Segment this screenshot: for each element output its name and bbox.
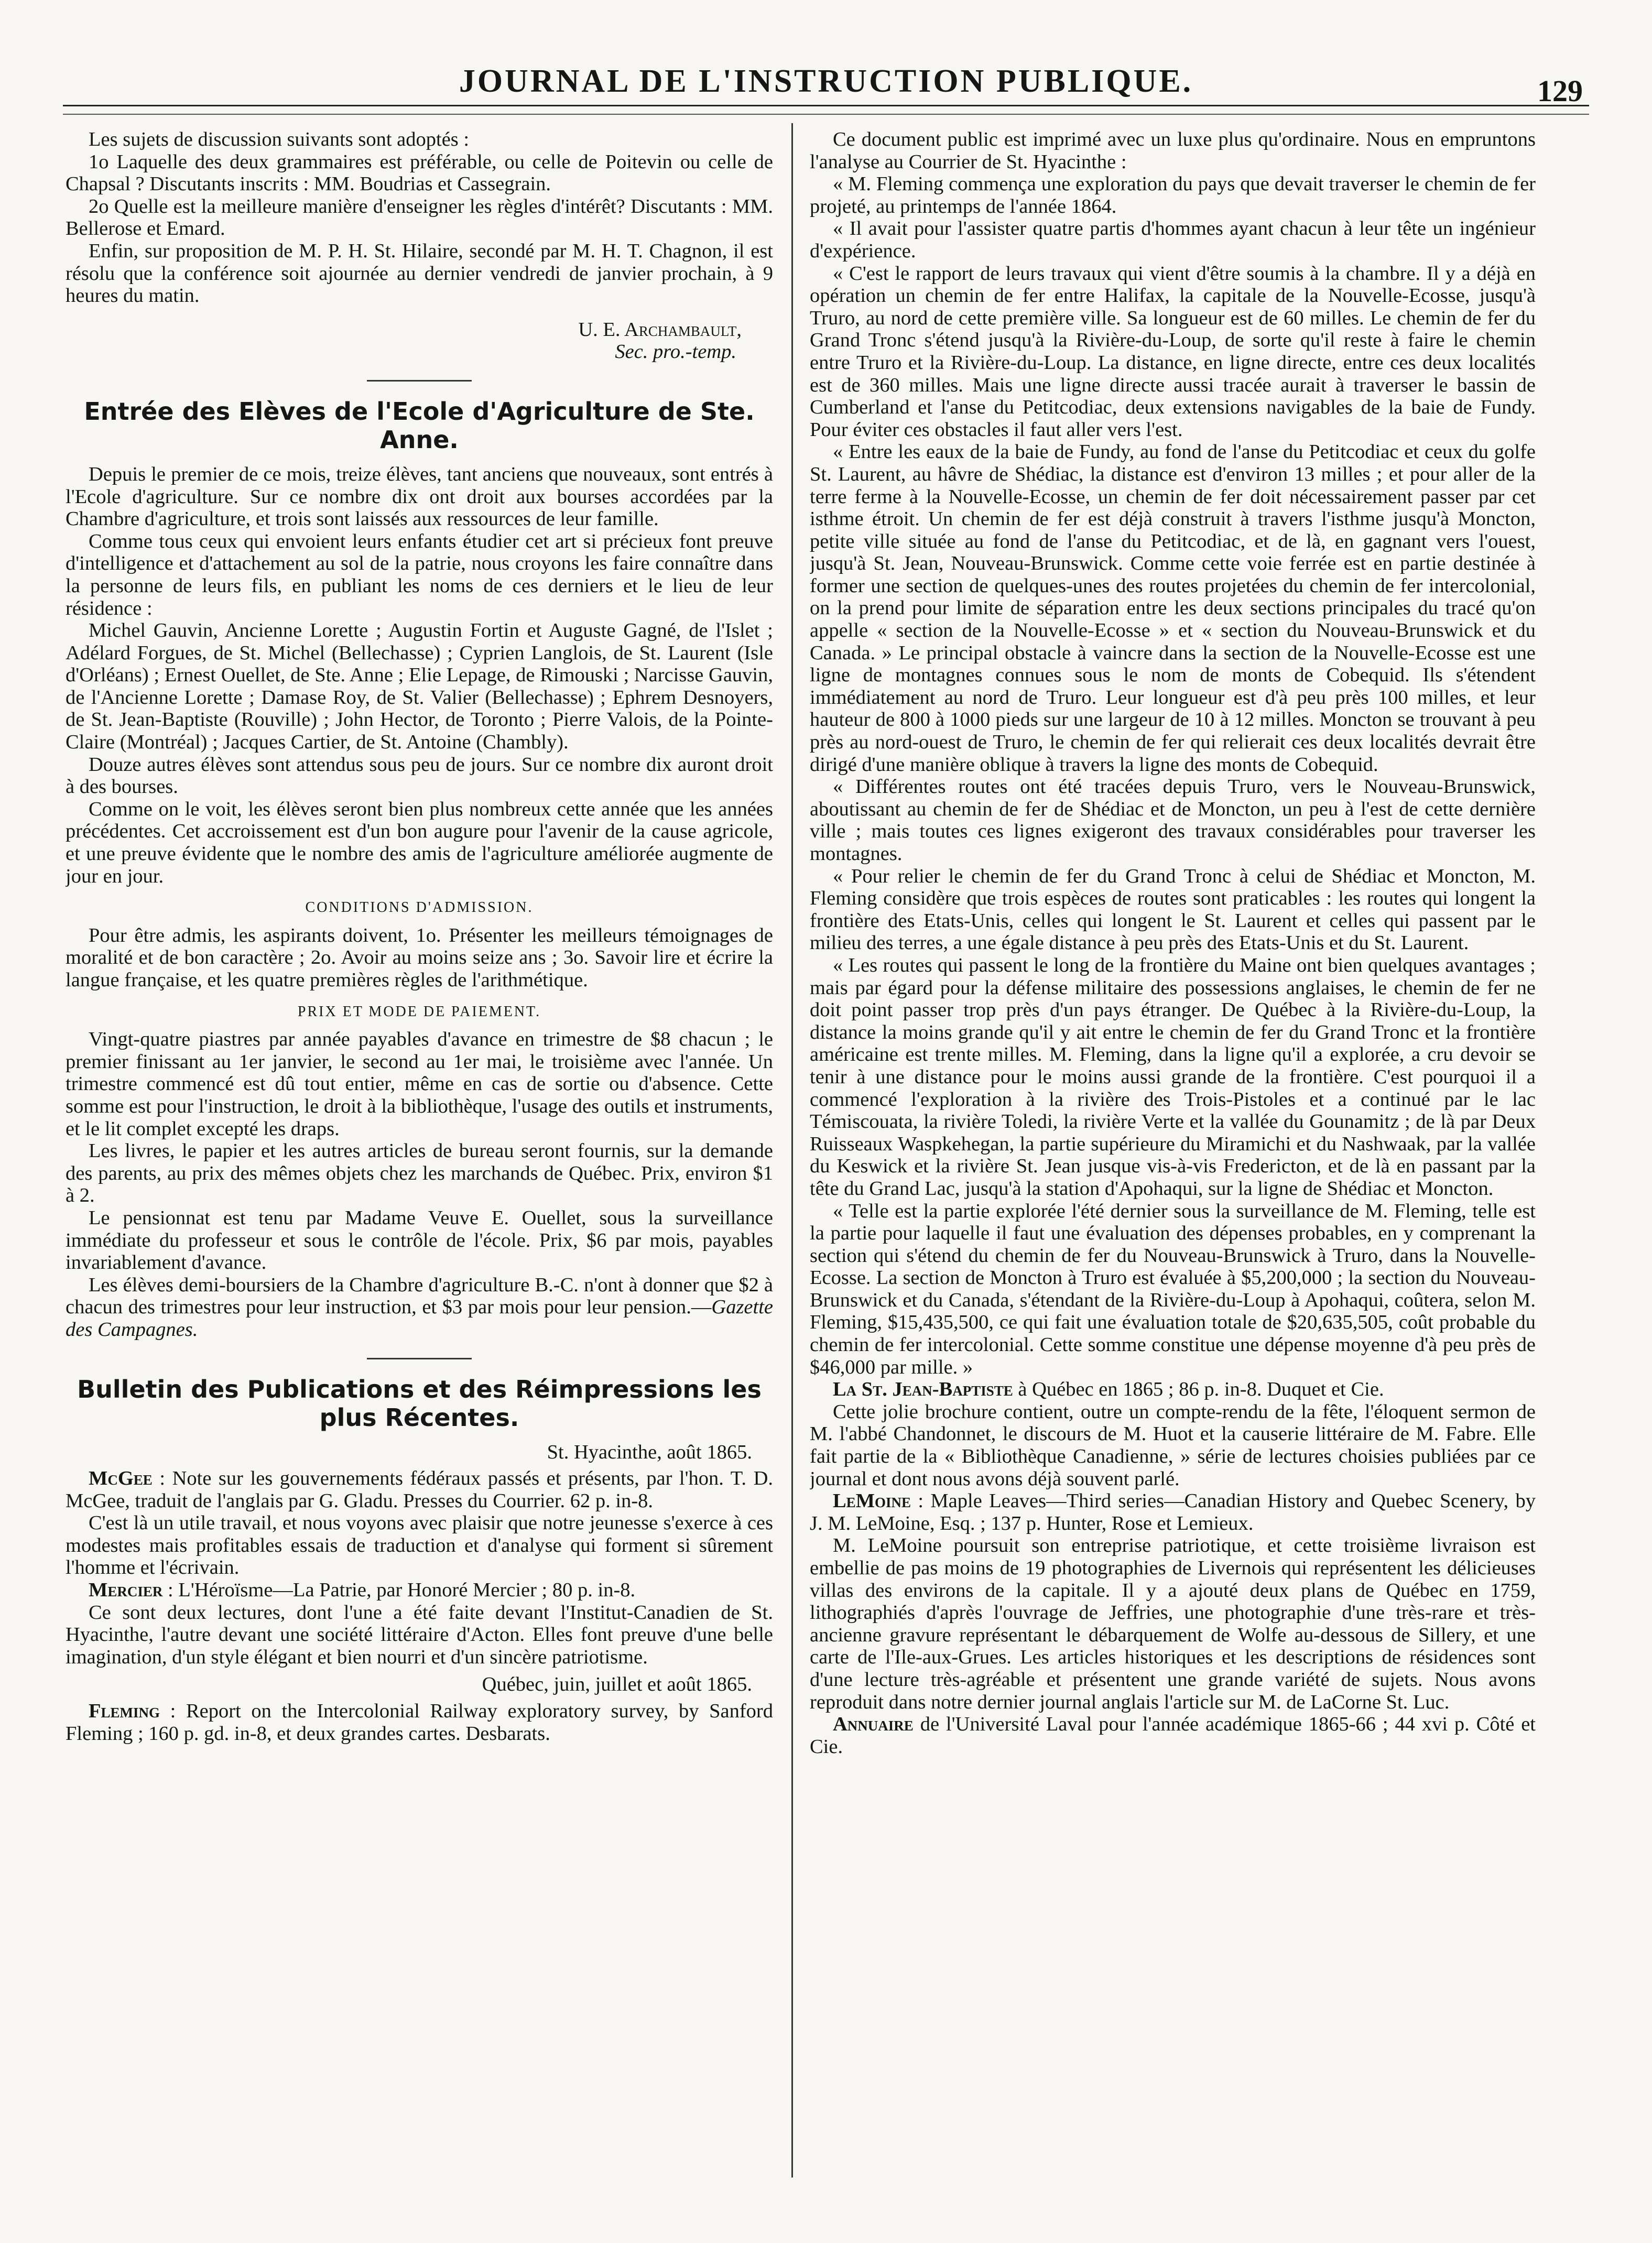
paragraph: Ce document public est imprimé avec un luxe plus qu'ordinaire. Nous en empruntons l'analyse au Courrier de St. Hyacinthe : — [810, 128, 1536, 173]
paragraph-student-list: Michel Gauvin, Ancienne Lorette ; Augustin Fortin et Auguste Gagné, de l'Islet ; Adélard Forgues, de St. Michel (Bellechasse) ; Cyprien Langlois, de St. Laurent (Isle d'Orléans) ; Ernest Ouellet, de Ste. Anne ; Elie Lepage, de Rimouski ; Narcisse Gauvin, de l'Ancienne Lorette ; Damase Roy, de St. Valier (Bellechasse) ; Ephrem Desnoyers, de St. Jean-Baptiste (Rouville) ; John Hector, de Toronto ; Pierre Valois, de la Pointe-Claire (Montréal) ; Jacques Cartier, de St. Antoine (Chambly). — [66, 619, 773, 754]
page-number: 129 — [1537, 74, 1583, 108]
paragraph: « Différentes routes ont été tracées depuis Truro, vers le Nouveau-Brunswick, aboutissant au chemin de fer de Shédiac et de Moncton, un peu à l'est de cette dernière ville ; mais toutes ces lignes exigeront des travaux considérables pour traverser les montagnes. — [810, 776, 1536, 865]
entry-text: : Note sur les gouvernements fédéraux passés et présents, par l'hon. T. D. McGee, traduit de l'anglais par G. Gladu. Presses du Courrier. 62 p. in-8. — [66, 1467, 773, 1512]
entry-lead: McGee — [89, 1467, 153, 1490]
running-title: JOURNAL DE L'INSTRUCTION PUBLIQUE. — [459, 63, 1193, 99]
header-rule — [63, 105, 1589, 115]
section-rule — [367, 1358, 472, 1359]
bulletin-entry — [810, 1490, 1536, 1534]
entry-lead: LeMoine — [833, 1490, 911, 1512]
paragraph: Pour être admis, les aspirants doivent, 1o. Présenter les meilleurs témoignages de moralité et de bon caractère ; 2o. Avoir au moins seize ans ; 3o. Savoir lire et écrire la langue française, et les quatre premières règles de l'arithmétique. — [66, 924, 773, 991]
entry-text: de l'Université Laval pour l'année académique 1865-66 ; 44 xvi p. Côté et Cie. — [810, 1713, 1536, 1758]
section-rule — [367, 380, 472, 382]
paragraph — [66, 1274, 773, 1341]
paragraph: Comme tous ceux qui envoient leurs enfants étudier cet art si précieux font preuve d'intelligence et d'attachement au sol de la patrie, nous croyons les faire connaître dans la personne de leurs fils, en publiant les noms de ces derniers et le lieu de leur résidence : — [66, 530, 773, 619]
bulletin-entry — [66, 1467, 773, 1512]
bulletin-entry — [66, 1700, 773, 1745]
section-title-agriculture: Entrée des Elèves de l'Ecole d'Agriculture de Ste. Anne. — [84, 397, 755, 454]
source-citation: Gazette des Campagnes. — [66, 1296, 773, 1341]
paragraph: « Pour relier le chemin de fer du Grand Tronc à celui de Shédiac et Moncton, M. Fleming considère que trois espèces de routes sont praticables : les routes qui longent la frontière des Etats-Unis, celles qui longent le St. Laurent et celles qui passent par le milieu des terres, a une égale distance à peu près des Etats-Unis et du St. Laurent. — [810, 865, 1536, 954]
bulletin-entry — [810, 1378, 1536, 1401]
paragraph: C'est là un utile travail, et nous voyons avec plaisir que notre jeunesse s'exerce à ces modestes mais profitables essais de traduction et d'analyse qui forment si sûrement l'homme et l'écrivain. — [66, 1512, 773, 1579]
paragraph: « Les routes qui passent le long de la frontière du Maine ont bien quelques avantages ; mais par égard pour la défense militaire des possessions anglaises, le chemin de fer ne doit point passer trop près d'un pays étranger. De Québec à la Rivière-du-Loup, la distance la moins grande qu'il y ait entre le chemin de fer du Grand Tronc et la frontière américaine est trente milles. M. Fleming, dans la ligne qu'il a explorée, a cru devoir se tenir à une distance pour le moins aussi grande de la frontière. C'est pourquoi il a commencé l'exploration à la rivière des Trois-Pistoles et a continué par le lac Témiscouata, la rivière Toledi, la rivière Verte et la vallée du Gounamitz ; de là par Deux Ruisseaux Waspkehegan, la partie supérieure du Miramichi et du Nashwaak, par la vallée du Keswick et la rivière St. Jean jusque vis-à-vis Fredericton, et de là en passant par la tête du Grand Lac, jusqu'à la station d'Apohaqui, sur la ligne de Shédiac et Moncton. — [810, 954, 1536, 1200]
signature-role: Sec. pro.-temp. — [615, 341, 736, 363]
paragraph: M. LeMoine poursuit son entreprise patriotique, et cette troisième livraison est embellie de pas moins de 19 photographies de Livernois qui représentent les délicieuses villas des environs de la capitale. Il y a ajouté deux plans de Québec en 1759, lithographiés d'après l'ouvrage de Jeffries, une photographie d'une très-rare et très-ancienne gravure représentant le débarquement de Wolfe au-dessous de Sillery, et une carte de l'Ile-aux-Grues. Les articles historiques et les descriptions de résidences sont d'une lecture très-agréable et présentent une grande variété de sujets. Nous avons reproduit dans notre dernier journal anglais l'article sur M. de LaCorne St. Luc. — [810, 1534, 1536, 1713]
paragraph: « C'est le rapport de leurs travaux qui vient d'être soumis à la chambre. Il y a déjà en opération un chemin de fer entre Halifax, la capitale de la Nouvelle-Ecosse, jusqu'à Truro, au nord de cette première ville. Sa longueur est de 60 milles. Le chemin de fer du Grand Tronc s'étend jusqu'à la Rivière-du-Loup, de sorte qu'il reste à faire le chemin entre Truro et la Rivière-du-Loup. La distance, en ligne directe, entre ces deux localités est de 360 milles. Mais une ligne directe aussi tracée aurait à traverser le bassin de Cumberland et l'anse du Petitcodiac, deux extensions navigables de la baie de Fundy. Pour éviter ces obstacles il faut aller vers l'est. — [810, 262, 1536, 441]
paragraph: Les sujets de discussion suivants sont adoptés : — [89, 128, 470, 150]
dateline: Québec, juin, juillet et août 1865. — [482, 1673, 752, 1696]
paragraph: Ce sont deux lectures, dont l'une a été faite devant l'Institut-Canadien de St. Hyacinthe, l'autre devant une société littéraire d'Acton. Elles font preuve d'une belle imagination, d'un style élégant et bien nourri et d'un sincère patriotisme. — [66, 1601, 773, 1668]
column-divider — [791, 123, 793, 2177]
entry-lead: La St. Jean-Baptiste — [833, 1378, 1013, 1401]
paragraph: Le pensionnat est tenu par Madame Veuve E. Ouellet, sous la surveillance immédiate du professeur et sous le contrôle de l'école. Prix, $6 par mois, payables invariablement d'avance. — [66, 1206, 773, 1274]
paragraph: 1o Laquelle des deux grammaires est préférable, ou celle de Poitevin ou celle de Chapsal ? Discutants inscrits : MM. Boudrias et Cassegrain. — [66, 150, 773, 195]
paragraph: « Telle est la partie explorée l'été dernier sous la surveillance de M. Fleming, telle est la partie pour laquelle il faut une évaluation des dépenses probables, en y comprenant la section qui s'étend du chemin de fer du Nouveau-Brunswick à Truro, dans la Nouvelle-Ecosse. La section de Moncton à Truro est évaluée à $5,200,000 ; la section du Nouveau-Brunswick et du Canada, s'étendant de la Rivière-du-Loup à Apohaqui, coûtera, selon M. Fleming, $15,435,500, ce qui fait une évaluation totale de $20,635,505, coût probable du chemin de fer intercolonial. Cette somme constitue une dépense moyenne d'à peu près de $46,000 par mille. » — [810, 1200, 1536, 1378]
paragraph: Comme on le voit, les élèves seront bien plus nombreux cette année que les années précédentes. Cet accroissement est d'un bon augure pour l'avenir de la cause agricole, et une preuve évidente que le nombre des amis de l'agriculture améliorée augmente de jour en jour. — [66, 798, 773, 887]
paragraph: Douze autres élèves sont attendus sous peu de jours. Sur ce nombre dix auront droit à des bourses. — [66, 753, 773, 798]
paragraph: Vingt-quatre piastres par année payables d'avance en trimestre de $8 chacun ; le premier finissant au 1er janvier, le second au 1er mai, le troisième avec l'année. Un trimestre commencé est dû tout entier, même en cas de sortie ou d'absence. Cette somme est pour l'instruction, le droit à la bibliothèque, l'usage des outils et instruments, et le lit complet excepté les draps. — [66, 1028, 773, 1140]
entry-text: : Maple Leaves—Third series—Canadian History and Quebec Scenery, by J. M. LeMoine, Esq. ; 137 p. Hunter, Rose et Lemieux. — [810, 1490, 1536, 1534]
bulletin-entry — [810, 1713, 1536, 1758]
entry-lead: Fleming — [89, 1700, 160, 1723]
entry-lead: Annuaire — [833, 1713, 914, 1736]
paragraph: « Il avait pour l'assister quatre partis d'hommes ayant chacun à leur tête un ingénieur d'expérience. — [810, 217, 1536, 262]
entry-lead: Mercier — [89, 1579, 163, 1602]
paragraph-text: Les élèves demi-boursiers de la Chambre d'agriculture B.-C. n'ont à donner que $2 à chacun des trimestres pour leur instruction, et $3 par mois pour leur pension.— — [66, 1273, 773, 1319]
entry-text: : Report on the Intercolonial Railway exploratory survey, by Sanford Fleming ; 160 p. gd. in-8, et deux grandes cartes. Desbarats. — [66, 1700, 773, 1745]
dateline: St. Hyacinthe, août 1865. — [547, 1441, 752, 1463]
paragraph: 2o Quelle est la meilleure manière d'enseigner les règles d'intérêt? Discutants : MM. Bellerose et Emard. — [66, 195, 773, 240]
paragraph: « Entre les eaux de la baie de Fundy, au fond de l'anse du Petitcodiac et ceux du golfe St. Laurent, au hâvre de Shédiac, la distance est d'environ 13 milles ; et pour aller de la terre ferme à la Nouvelle-Ecosse, un chemin de fer doit nécessairement passer par cet isthme étroit. Un chemin de fer est déjà construit à travers l'isthme jusqu'à Moncton, petite ville située au fond de l'anse du Petitcodiac, et de là, en gagnant vers l'ouest, jusqu'à St. Jean, Nouveau-Brunswick. Comme cette voie ferrée est en partie destinée à former une section de quelques-unes des routes projetées du chemin de fer intercolonial, on la prend pour limite de séparation entre les deux sections principales du tracé qu'on appelle « section de la Nouvelle-Ecosse » et « section du Nouveau-Brunswick et du Canada. » Le principal obstacle à vaincre dans la section de la Nouvelle-Ecosse est une ligne de montagnes connues sous le nom de monts de Cobequid. Ils s'étendent immédiatement au nord de Truro. Leur longueur est d'à peu près 100 milles, et leur hauteur de 800 à 1000 pieds sur une largeur de 10 à 12 milles. Moncton se trouvant à peu près au nord-ouest de Truro, le chemin de fer qui relierait ces deux localités devrait être dirigé d'une manière oblique à travers la ligne des monts de Cobequid. — [810, 441, 1536, 776]
signature-name: U. E. Archambault, — [578, 318, 742, 341]
entry-text: à Québec en 1865 ; 86 p. in-8. Duquet et Cie. — [1018, 1378, 1384, 1401]
paragraph: Depuis le premier de ce mois, treize élèves, tant anciens que nouveaux, sont entrés à l'Ecole d'agriculture. Sur ce nombre dix ont droit aux bourses accordées par la Chambre d'agriculture, et trois sont laissés aux ressources de leur famille. — [66, 463, 773, 530]
right-column — [810, 128, 1536, 2204]
paragraph: Enfin, sur proposition de M. P. H. St. Hilaire, secondé par M. H. T. Chagnon, il est résolu que la conférence soit ajournée au dernier vendredi de janvier prochain, à 9 heures du matin. — [66, 239, 773, 307]
bulletin-entry — [66, 1579, 773, 1602]
subheading-admission: CONDITIONS D'ADMISSION. — [305, 899, 534, 916]
paragraph: Les livres, le papier et les autres articles de bureau seront fournis, sur la demande des parents, au prix des mêmes objets chez les marchands de Québec. Prix, environ $1 à 2. — [66, 1140, 773, 1207]
entry-text: : L'Héroïsme—La Patrie, par Honoré Mercier ; 80 p. in-8. — [167, 1579, 636, 1602]
paragraph: « M. Fleming commença une exploration du pays que devait traverser le chemin de fer projeté, au printemps de l'année 1864. — [810, 173, 1536, 217]
subheading-payment: PRIX ET MODE DE PAIEMENT. — [297, 1003, 541, 1020]
left-column — [66, 128, 773, 2204]
section-title-bulletin: Bulletin des Publications et des Réimpressions les plus Récentes. — [77, 1375, 762, 1432]
paragraph: Cette jolie brochure contient, outre un compte-rendu de la fête, l'éloquent sermon de M. l'abbé Chandonnet, le discours de M. Huot et la causerie littéraire de M. Fabre. Elle fait partie de la « Bibliothèque Canadienne, » série de lectures choisies publiées par ce journal et dont nous avons déjà souvent parlé. — [810, 1400, 1536, 1490]
